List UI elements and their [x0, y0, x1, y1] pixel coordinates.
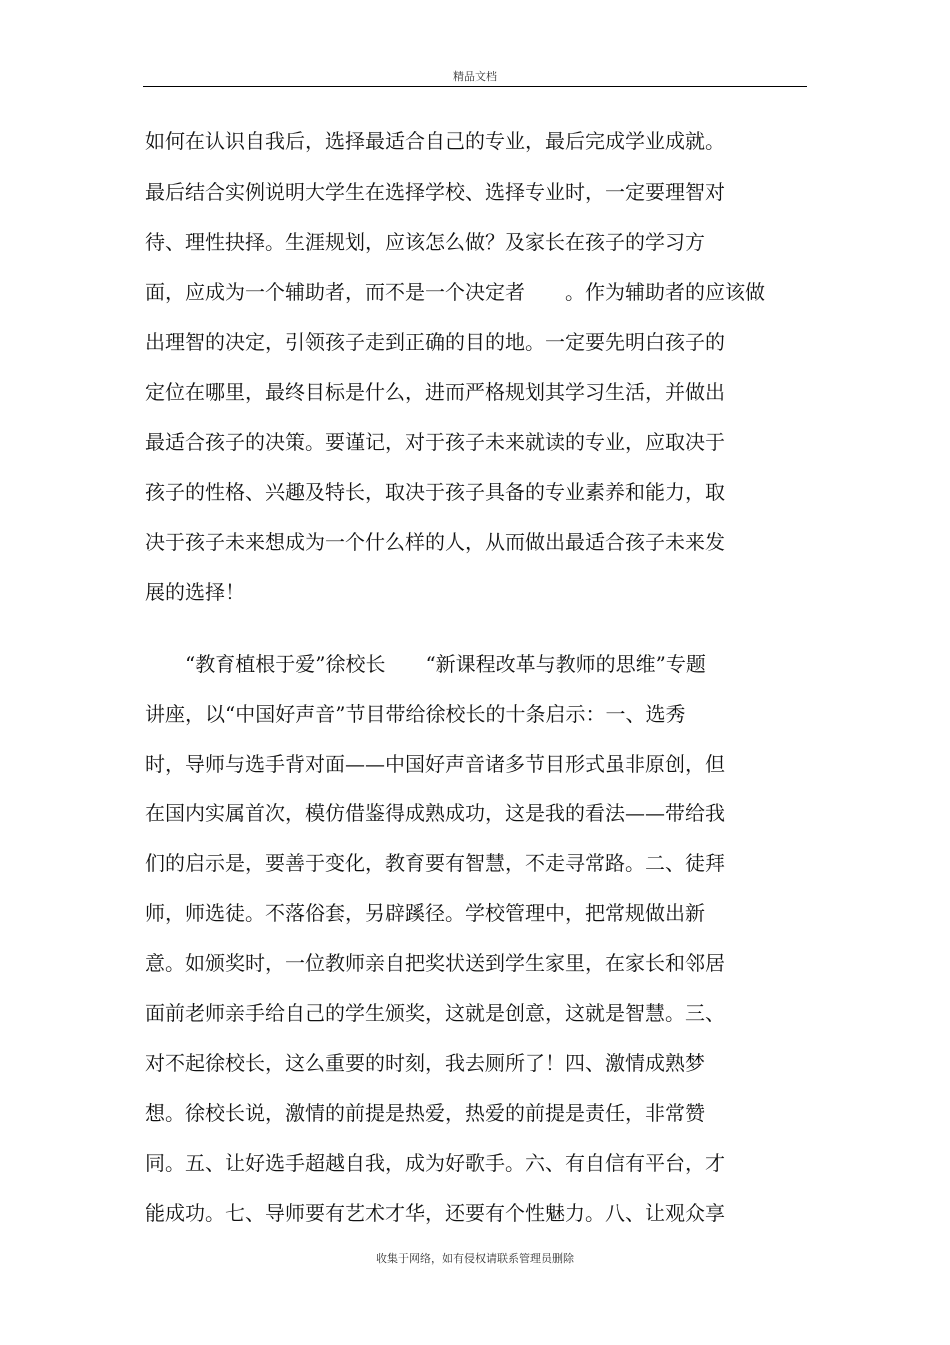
- paragraph2-line-2: 讲座，以“中国好声音”节目带给徐校长的十条启示：一、选秀: [145, 702, 686, 726]
- paragraph1-line-4: 面，应成为一个辅助者，而不是一个决定者 。作为辅助者的应该做: [145, 280, 765, 304]
- paragraph1-line-8: 孩子的性格、兴趣及特长，取决于孩子具备的专业素养和能力，取: [145, 480, 725, 504]
- paragraph1-line-1: 如何在认识自我后，选择最适合自己的专业，最后完成学业成就。: [145, 129, 725, 153]
- paragraph1-line-3: 待、理性抉择。生涯规划，应该怎么做？及家长在孩子的学习方: [145, 230, 705, 254]
- paragraph1-line-2: 最后结合实例说明大学生在选择学校、选择专业时，一定要理智对: [145, 180, 725, 204]
- paragraph2-line-9: 对不起徐校长，这么重要的时刻，我去厕所了！四、激情成熟梦: [145, 1051, 705, 1075]
- paragraph2-line-7: 意。如颁奖时，一位教师亲自把奖状送到学生家里，在家长和邻居: [145, 951, 725, 975]
- paragraph1-line-9: 决于孩子未来想成为一个什么样的人，从而做出最适合孩子未来发: [145, 530, 725, 554]
- paragraph1-line-5: 出理智的决定，引领孩子走到正确的目的地。一定要先明白孩子的: [145, 330, 725, 354]
- paragraph1-line-7: 最适合孩子的决策。要谨记，对于孩子未来就读的专业，应取决于: [145, 430, 725, 454]
- page-footer: 收集于网络，如有侵权请联系管理员删除: [376, 1252, 574, 1265]
- paragraph2-line-8: 面前老师亲手给自己的学生颁奖，这就是创意，这就是智慧。三、: [145, 1001, 725, 1025]
- paragraph2-line-12: 能成功。七、导师要有艺术才华，还要有个性魅力。八、让观众享: [145, 1201, 725, 1225]
- paragraph2-line-4: 在国内实属首次，模仿借鉴得成熟成功，这是我的看法——带给我: [145, 801, 725, 825]
- paragraph1-line-10: 展的选择！: [145, 580, 245, 604]
- paragraph1-line-6: 定位在哪里，最终目标是什么，进而严格规划其学习生活，并做出: [145, 380, 725, 404]
- paragraph2-line-11: 同。五、让好选手超越自我，成为好歌手。六、有自信有平台，才: [145, 1151, 725, 1175]
- header-divider: [143, 86, 807, 87]
- paragraph2-line-3: 时，导师与选手背对面——中国好声音诸多节目形式虽非原创，但: [145, 752, 725, 776]
- paragraph2-line-5: 们的启示是，要善于变化，教育要有智慧，不走寻常路。二、徒拜: [145, 851, 725, 875]
- paragraph2-line-1: “教育植根于爱”徐校长 “新课程改革与教师的思维”专题: [185, 652, 706, 676]
- paragraph2-line-6: 师，师选徒。不落俗套，另辟蹊径。学校管理中，把常规做出新: [145, 901, 705, 925]
- paragraph2-line-10: 想。徐校长说，激情的前提是热爱，热爱的前提是责任，非常赞: [145, 1101, 705, 1125]
- page-header: 精品文档: [453, 70, 497, 83]
